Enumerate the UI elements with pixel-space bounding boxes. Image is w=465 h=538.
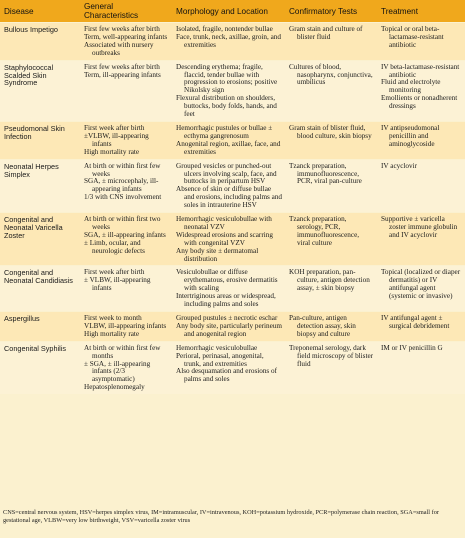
cell-line: First week to month: [84, 314, 142, 322]
header-confirmatory-tests: Confirmatory Tests: [285, 0, 377, 23]
morphology-location-cell: [172, 23, 285, 61]
morphology-location-cell: [172, 266, 285, 312]
cell-line: ± SGA, ± ill-appearing infants (2/3 asymptomatic): [84, 359, 151, 384]
cell-line: Term, ill-appearing infants: [84, 70, 161, 79]
table-row: [0, 121, 465, 159]
table-row: [0, 312, 465, 342]
disease-cell: Pseudomonal Skin Infection: [0, 121, 80, 159]
cell-line: Hemorrhagic pustules or bullae ± ecthyma gangrenosum: [176, 123, 273, 140]
disease-cell: Staphylococcal Scalded Skin Syndrome: [0, 60, 80, 121]
cell-line: Descending erythema; fragile, flaccid, tender bullae with progression to erosions; positive Nikolsky sign: [176, 62, 278, 95]
general-characteristics-cell: [80, 312, 172, 342]
header-disease: Disease: [0, 0, 80, 23]
cell-line: Perioral, perinasal, anogenital, trunk, and extremities: [176, 351, 264, 368]
disease-cell: Neonatal Herpes Simplex: [0, 159, 80, 212]
cell-line: Grouped pustules ± necrotic eschar: [176, 314, 278, 322]
general-characteristics-cell: [80, 266, 172, 312]
cell-line: IV acyclovir: [381, 161, 417, 170]
header-row: [0, 0, 465, 23]
morphology-location-cell: [172, 312, 285, 342]
cell-line: IV antipseudomonal penicillin and aminoglycoside: [381, 123, 440, 148]
cell-line: At birth or within first two weeks: [84, 215, 161, 231]
cell-line: SGA, ± microcephaly, ill-appearing infants: [84, 177, 159, 194]
cell-line: First week after birth: [84, 268, 145, 277]
cell-line: Tzanck preparation, immunofluorescence, PCR, viral pan-culture: [289, 161, 362, 186]
cell-line: High mortality rate: [84, 147, 140, 156]
cell-line: Topical or oral beta-lactamase-resistant antibiotic: [381, 25, 444, 49]
cell-line: Any body site ± dermatomal distribution: [176, 246, 259, 263]
table-row: [0, 159, 465, 212]
treatment-cell: [377, 266, 465, 312]
treatment-cell: [377, 341, 465, 394]
cell-line: First few weeks after birth: [84, 62, 160, 71]
disease-cell: Congenital and Neonatal Varicella Zoster: [0, 213, 80, 266]
morphology-location-cell: [172, 341, 285, 394]
cell-line: ± VLBW, ill-appearing infants: [84, 276, 151, 293]
general-characteristics-cell: [80, 341, 172, 394]
cell-line: Vesiculobullae or diffuse erythematous, erosive dermatitis with scaling: [176, 268, 278, 293]
cell-line: Term, well-appearing infants: [84, 32, 168, 41]
cell-line: Hepatosplenomegaly: [84, 383, 145, 392]
table-row: [0, 266, 465, 312]
treatment-cell: [377, 23, 465, 61]
cell-line: Tzanck preparation, serology, PCR, immunofluorescence, viral culture: [289, 215, 360, 247]
cell-line: Widespread erosions and scarring with congenital VZV: [176, 230, 273, 247]
morphology-location-cell: [172, 159, 285, 212]
general-characteristics-cell: [80, 213, 172, 266]
morphology-location-cell: [172, 60, 285, 121]
table-header: [0, 0, 465, 23]
footnote: CNS=central nervous system, HSV=herpes simplex virus, IM=intramuscular, IV=intravenous, KOH=potassium hydroxide, PCR=polymerase chain reaction, SGA=small for gestational age, VLBW=very low birthweight, VSV=varicella zoster virus: [3, 509, 439, 524]
cell-line: 1/3 with CNS involvement: [84, 193, 162, 202]
cell-line: Treponemal serology, dark field microscopy of blister fluid: [289, 343, 374, 368]
cell-line: Topical (localized or diaper dermatitis) or IV antifungal agent (systemic or invasive): [381, 268, 461, 301]
general-characteristics-cell: [80, 121, 172, 159]
table-row: [0, 23, 465, 61]
cell-line: Fluid and electrolyte monitoring: [381, 78, 441, 95]
general-characteristics-cell: [80, 60, 172, 121]
cell-line: First few weeks after birth: [84, 25, 160, 33]
cell-line: Also desquamation and erosions of palms and soles: [176, 367, 278, 384]
cell-line: Flexural distribution on shoulders, buttocks, body folds, hands, and feet: [176, 94, 277, 119]
header-general-characteristics: General Characteristics: [80, 0, 172, 23]
treatment-cell: [377, 312, 465, 342]
cell-line: First week after birth: [84, 123, 145, 132]
disease-cell: Congenital and Neonatal Candidiasis: [0, 266, 80, 312]
cell-line: Absence of skin or diffuse bullae and erosions, including palms and soles in intrauterine HSV: [176, 185, 283, 210]
confirmatory-tests-cell: [285, 266, 377, 312]
cell-line: VLBW, ill-appearing infants: [84, 321, 167, 330]
cell-line: Associated with nursery outbreaks: [84, 40, 154, 57]
cell-line: KOH preparation, pan-culture, antigen detection assay, ± skin biopsy: [289, 268, 370, 293]
confirmatory-tests-cell: [285, 121, 377, 159]
cell-line: At birth or within first few weeks: [84, 161, 161, 178]
confirmatory-tests-cell: [285, 213, 377, 266]
confirmatory-tests-cell: [285, 312, 377, 342]
disease-cell: Congenital Syphilis: [0, 341, 80, 394]
general-characteristics-cell: [80, 159, 172, 212]
confirmatory-tests-cell: [285, 341, 377, 394]
treatment-cell: [377, 213, 465, 266]
treatment-cell: [377, 121, 465, 159]
cell-line: IV beta-lactamase-resistant antibiotic: [381, 62, 460, 79]
morphology-location-cell: [172, 213, 285, 266]
cell-line: Grouped vesicles or punched-out ulcers involving scalp, face, and buttocks in peripartum HSV: [176, 161, 277, 186]
cell-line: Isolated, fragile, nontender bullae: [176, 25, 273, 33]
cell-line: IM or IV penicillin G: [381, 343, 443, 352]
cell-line: IV antifungal agent ± surgical debridement: [381, 314, 450, 330]
treatment-cell: [377, 60, 465, 121]
cell-line: Hemorrhagic vesiculobullae: [176, 343, 258, 352]
cell-line: ±VLBW, ill-appearing infants: [84, 131, 149, 148]
table-row: [0, 60, 465, 121]
disease-cell: Aspergillus: [0, 312, 80, 342]
disease-cell: Bullous Impetigo: [0, 23, 80, 61]
confirmatory-tests-cell: [285, 159, 377, 212]
confirmatory-tests-cell: [285, 23, 377, 61]
treatment-cell: [377, 159, 465, 212]
general-characteristics-cell: [80, 23, 172, 61]
cell-line: SGA, ± ill-appearing infants: [84, 230, 166, 239]
cell-line: Anogenital region, axillae, face, and extremities: [176, 139, 281, 156]
table-row: [0, 341, 465, 394]
confirmatory-tests-cell: [285, 60, 377, 121]
cell-line: Emollients or nonadherent dressings: [381, 94, 458, 111]
cell-line: Cultures of blood, nasopharynx, conjunctiva, umbilicus: [289, 62, 373, 87]
cell-line: High mortality rate: [84, 329, 140, 338]
cell-line: Hemorrhagic vesiculobullae with neonatal VZV: [176, 215, 272, 231]
cell-line: At birth or within first few months: [84, 343, 161, 360]
cell-line: Pan-culture, antigen detection assay, skin biopsy and culture: [289, 314, 356, 338]
cell-line: Any body site, particularly perineum and anogenital region: [176, 321, 282, 338]
header-morphology-location: Morphology and Location: [172, 0, 285, 23]
cell-line: ± Limb, ocular, and neurologic defects: [84, 238, 145, 255]
cell-line: Intertriginous areas or widespread, including palms and soles: [176, 292, 276, 309]
cell-line: Gram stain and culture of blister fluid: [289, 25, 363, 41]
table-row: [0, 213, 465, 266]
cell-line: Supportive ± varicella zoster immune globulin and IV acyclovir: [381, 215, 458, 239]
morphology-location-cell: [172, 121, 285, 159]
cell-line: Face, trunk, neck, axillae, groin, and extremities: [176, 32, 281, 49]
header-treatment: Treatment: [377, 0, 465, 23]
table-body: [0, 23, 465, 395]
cell-line: Gram stain of blister fluid, blood culture, skin biopsy: [289, 123, 372, 140]
